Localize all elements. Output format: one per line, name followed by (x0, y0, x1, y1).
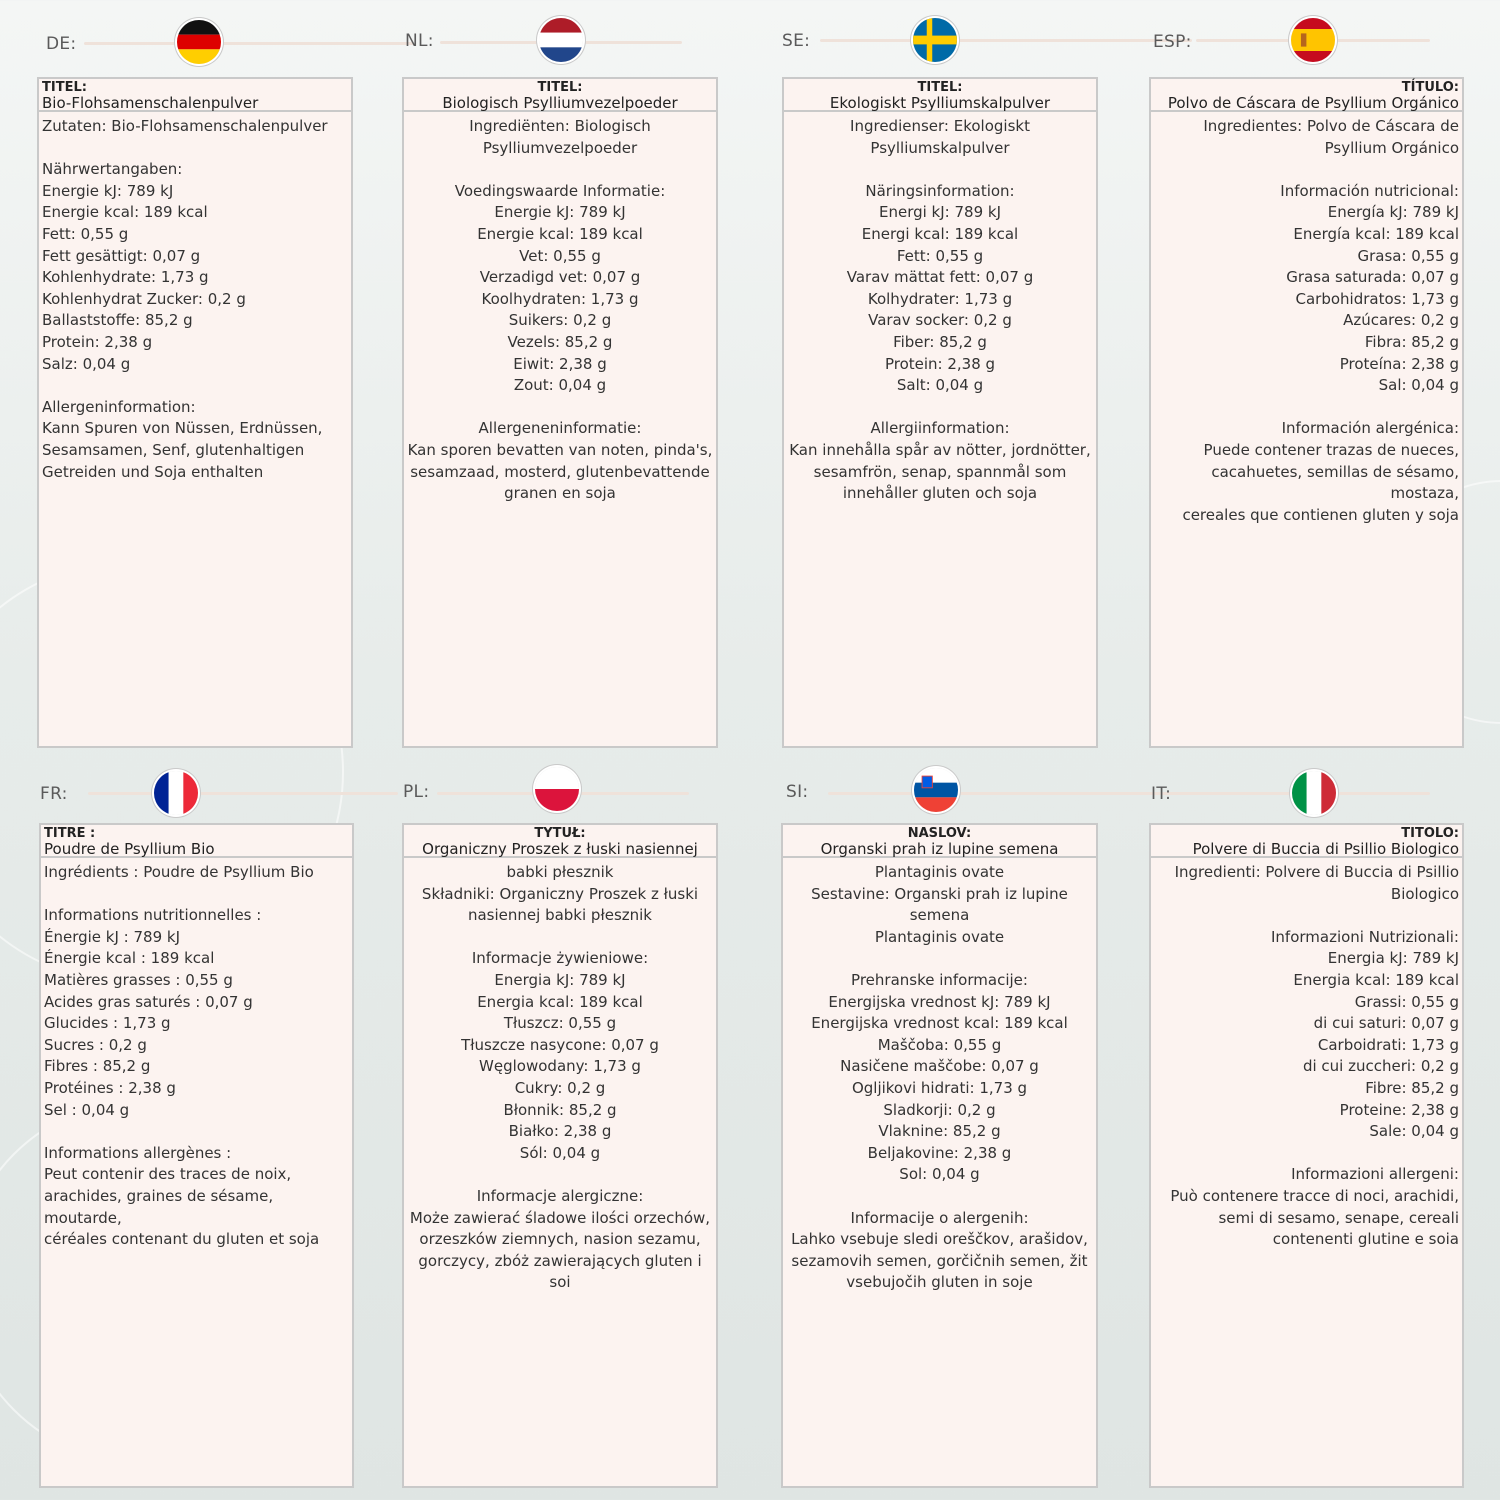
nutrition-line: Energia kcal: 189 kcal (1293, 970, 1459, 989)
nutrition-line: Ogljikovi hidrati: 1,73 g (851, 1078, 1028, 1097)
spacer (1154, 159, 1459, 181)
allergen-header: Informacje alergiczne: (476, 1186, 644, 1205)
label-panel-it (1149, 823, 1464, 1488)
nutrition-line: Salz: 0,04 g (42, 354, 131, 373)
ingredients-line: Zutaten: Bio-Flohsamenschalenpulver (42, 117, 328, 135)
allergen-header: Informacije o alergenih: (850, 1208, 1029, 1227)
product-title: Poudre de Psyllium Bio (44, 840, 215, 858)
nutrition-line: Kohlenhydrate: 1,73 g (42, 268, 209, 287)
ingredients-line: Ingredientes: Polvo de Cáscara de (1203, 117, 1459, 135)
language-code-nl: NL: (405, 31, 434, 51)
nutrition-line: Cukry: 0,2 g (514, 1078, 606, 1097)
title-label: NASLOV: (907, 826, 972, 841)
nutrition-header: Nährwertangaben: (42, 160, 183, 179)
title-label: TÍTULO: (1401, 80, 1459, 95)
ingredients-line: Ingredienser: Ekologiskt (850, 117, 1030, 135)
allergen-line: Può contenere tracce di noci, arachidi, (1170, 1186, 1459, 1205)
allergen-line: vsebujočih gluten in soje (846, 1273, 1033, 1292)
label-body (783, 860, 1096, 1296)
nutrition-line: Zout: 0,04 g (513, 376, 607, 395)
allergen-line: Puede contener trazas de nueces, (1203, 440, 1459, 459)
allergen-line: Peut contenir des traces de noix, (44, 1165, 292, 1184)
nutrition-line: Fett gesättigt: 0,07 g (42, 246, 201, 265)
nutrition-line: Energi kJ: 789 kJ (878, 203, 1001, 222)
ingredients-line: Ingrediënten: Biologisch (469, 117, 651, 135)
nutrition-line: Nasičene maščobe: 0,07 g (840, 1057, 1039, 1076)
nutrition-line: Energijska vrednost kcal: 189 kcal (811, 1014, 1068, 1033)
allergen-header: Informations allergènes : (44, 1143, 232, 1162)
nutrition-line: Maščoba: 0,55 g (877, 1035, 1002, 1054)
nutrition-header: Información nutricional: (1280, 181, 1459, 200)
nutrition-line: Carboidrati: 1,73 g (1317, 1035, 1459, 1054)
nutrition-line: Grassi: 0,55 g (1354, 992, 1459, 1011)
label-body (1151, 114, 1462, 528)
nutrition-line: Verzadigd vet: 0,07 g (479, 268, 641, 287)
nutrition-line: Matières grasses : 0,55 g (44, 970, 233, 989)
nutrition-header: Informations nutritionnelles : (44, 906, 262, 925)
ingredients-line: Plantaginis ovate (874, 927, 1005, 946)
title-row (783, 825, 1096, 858)
title-label: TITRE : (44, 826, 96, 841)
header-divider-line (828, 792, 1193, 795)
allergen-header: Información alergénica: (1281, 419, 1459, 438)
nutrition-line: Vezels: 85,2 g (507, 332, 613, 351)
title-row (404, 79, 716, 112)
nutrition-line: Suikers: 0,2 g (508, 311, 612, 330)
ingredients-line: Plantaginis ovate (874, 863, 1005, 881)
ingredients-line: Ingrédients : Poudre de Psyllium Bio (44, 863, 314, 881)
nutrition-line: Energía kJ: 789 kJ (1327, 203, 1459, 222)
spacer (42, 375, 348, 397)
allergen-header: Allergiinformation: (870, 419, 1010, 438)
allergen-line: Może zawierać śladowe ilości orzechów, (409, 1208, 711, 1227)
ingredients-line: Ingredienti: Polvere di Buccia di Psillio (1174, 863, 1459, 881)
nutrition-line: Białko: 2,38 g (508, 1122, 612, 1141)
nutrition-line: Sale: 0,04 g (1369, 1122, 1459, 1141)
spacer (1154, 397, 1459, 419)
allergen-line: Lahko vsebuje sledi oreščkov, arašidov, (791, 1230, 1088, 1249)
allergen-line: Kan sporen bevatten van noten, pinda's, (407, 440, 713, 459)
nutrition-header: Informacje żywieniowe: (471, 949, 649, 968)
allergen-line: arachides, graines de sésame, moutarde, (44, 1186, 274, 1227)
poland-flag-icon (535, 767, 579, 811)
nutrition-line: Beljakovine: 2,38 g (867, 1143, 1012, 1162)
header-divider-line (84, 42, 414, 45)
label-body (404, 114, 716, 507)
spacer (786, 1186, 1093, 1208)
allergen-line: Kann Spuren von Nüssen, Erdnüssen, (42, 419, 323, 438)
allergen-line: gorczycy, zbóż zawierających gluten i soi (418, 1251, 702, 1292)
france-flag-icon (154, 771, 198, 815)
label-panel-es (1149, 77, 1464, 748)
nutrition-line: Énergie kJ : 789 kJ (44, 927, 181, 946)
product-title: Bio-Flohsamenschalenpulver (42, 94, 259, 112)
allergen-header: Allergeneninformatie: (478, 419, 642, 438)
nutrition-line: Énergie kcal : 189 kcal (44, 949, 215, 968)
nutrition-line: Energie kcal: 189 kcal (42, 203, 208, 222)
label-panel-de (37, 77, 353, 748)
nutrition-line: Proteine: 2,38 g (1339, 1100, 1459, 1119)
title-label: TITEL: (42, 80, 87, 95)
spacer (42, 138, 348, 160)
product-title: Organiczny Proszek z łuski nasiennej (422, 840, 698, 858)
language-code-se: SE: (782, 31, 811, 51)
nutrition-line: Fett: 0,55 g (42, 224, 129, 243)
ingredients-line: babki płesznik (506, 863, 614, 881)
label-body (404, 860, 716, 1296)
allergen-line: sezamovih semen, gorčičnih semen, žit (791, 1251, 1088, 1270)
nutrition-line: Koolhydraten: 1,73 g (481, 289, 639, 308)
nutrition-line: Energijska vrednost kJ: 789 kJ (828, 992, 1051, 1011)
spacer (44, 1121, 349, 1143)
allergen-header: Allergeninformation: (42, 397, 196, 416)
allergen-line: semi di sesamo, senape, cereali (1218, 1208, 1459, 1227)
label-panel-si (781, 823, 1098, 1488)
nutrition-line: di cui zuccheri: 0,2 g (1302, 1057, 1459, 1076)
spacer (44, 884, 349, 906)
ingredients-line: Biologico (1390, 884, 1459, 903)
nutrition-line: Tłuszcze nasycone: 0,07 g (461, 1035, 659, 1054)
nutrition-line: Kohlenhydrat Zucker: 0,2 g (42, 289, 246, 308)
title-row (404, 825, 716, 858)
spacer (407, 159, 713, 181)
language-code-fr: FR: (40, 784, 68, 804)
product-title: Ekologiskt Psylliumskalpulver (829, 94, 1051, 112)
label-body (784, 114, 1096, 507)
nutrition-line: Węglowodany: 1,73 g (479, 1057, 641, 1076)
title-row (41, 825, 352, 858)
ingredients-line: Psylliumvezelpoeder (482, 138, 638, 157)
nutrition-line: Fibres : 85,2 g (44, 1057, 151, 1076)
nutrition-line: Protéines : 2,38 g (44, 1078, 176, 1097)
product-title: Biologisch Psylliumvezelpoeder (442, 94, 678, 112)
ingredients-line: Psylliumskalpulver (870, 138, 1010, 157)
allergen-line: Sesamsamen, Senf, glutenhaltigen (42, 440, 305, 459)
ingredients-line: Składniki: Organiczny Proszek z łuski (421, 884, 699, 903)
nutrition-line: Protein: 2,38 g (884, 354, 996, 373)
nutrition-line: Vet: 0,55 g (519, 246, 601, 265)
sweden-flag-icon (913, 18, 957, 62)
nutrition-header: Prehranske informacije: (851, 970, 1028, 989)
header-divider-line (820, 39, 1192, 42)
nutrition-line: Energía kcal: 189 kcal (1293, 224, 1459, 243)
language-code-it: IT: (1151, 784, 1172, 804)
ingredients-line: Psyllium Orgánico (1324, 138, 1459, 157)
nutrition-header: Näringsinformation: (865, 181, 1015, 200)
nutrition-line: Energia kJ: 789 kJ (494, 970, 626, 989)
language-code-de: DE: (46, 34, 77, 54)
product-title: Polvere di Buccia di Psillio Biologico (1192, 840, 1459, 858)
spacer (787, 397, 1093, 419)
label-panel-pl (402, 823, 718, 1488)
label-body (39, 114, 351, 485)
ingredients-line: nasiennej babki płesznik (467, 906, 652, 925)
nutrition-line: Sal: 0,04 g (1378, 376, 1459, 395)
allergen-line: sesamfrön, senap, spannmål som (813, 462, 1067, 481)
nutrition-line: Vlaknine: 85,2 g (878, 1122, 1001, 1141)
product-title: Organski prah iz lupine semena (820, 840, 1059, 858)
label-panel-nl (402, 77, 718, 748)
spacer (787, 159, 1093, 181)
nutrition-line: Fibre: 85,2 g (1365, 1078, 1459, 1097)
nutrition-line: Sel : 0,04 g (44, 1100, 130, 1119)
nutrition-line: Proteína: 2,38 g (1339, 354, 1459, 373)
spacer (786, 948, 1093, 970)
title-row (784, 79, 1096, 112)
nutrition-line: Acides gras saturés : 0,07 g (44, 992, 253, 1011)
spacer (407, 1164, 713, 1186)
nutrition-line: Fett: 0,55 g (896, 246, 984, 265)
language-code-pl: PL: (403, 782, 430, 802)
label-body (41, 860, 352, 1253)
germany-flag-icon (177, 20, 221, 64)
nutrition-line: Grasa: 0,55 g (1357, 246, 1459, 265)
nutrition-line: Energie kcal: 189 kcal (477, 224, 643, 243)
spacer (407, 927, 713, 949)
allergen-line: granen en soja (504, 484, 616, 503)
product-title: Polvo de Cáscara de Psyllium Orgánico (1167, 94, 1459, 112)
nutrition-line: Energi kcal: 189 kcal (861, 224, 1019, 243)
nutrition-line: di cui saturi: 0,07 g (1313, 1014, 1459, 1033)
spacer (1154, 1143, 1459, 1165)
nutrition-line: Sol: 0,04 g (899, 1165, 980, 1184)
nutrition-line: Błonnik: 85,2 g (503, 1100, 617, 1119)
nutrition-line: Carbohidratos: 1,73 g (1295, 289, 1459, 308)
title-row (1151, 825, 1462, 858)
nutrition-line: Sladkorji: 0,2 g (883, 1100, 996, 1119)
allergen-header: Informazioni allergeni: (1291, 1165, 1459, 1184)
title-label: TITOLO: (1401, 826, 1459, 841)
allergen-line: céréales contenant du gluten et soja (44, 1230, 320, 1249)
nutrition-line: Glucides : 1,73 g (44, 1014, 171, 1033)
language-code-si: SI: (786, 782, 809, 802)
nutrition-line: Azúcares: 0,2 g (1343, 311, 1459, 330)
nutrition-line: Salt: 0,04 g (896, 376, 984, 395)
title-row (1151, 79, 1462, 112)
allergen-line: Getreiden und Soja enthalten (42, 462, 264, 481)
nutrition-line: Eiwit: 2,38 g (513, 354, 607, 373)
italy-flag-icon (1292, 771, 1336, 815)
allergen-line: contenenti glutine e soia (1272, 1230, 1459, 1249)
allergen-line: orzeszków ziemnych, nasion sezamu, (419, 1230, 701, 1249)
nutrition-line: Ballaststoffe: 85,2 g (42, 311, 193, 330)
title-row (39, 79, 351, 112)
netherlands-flag-icon (539, 18, 583, 62)
ingredients-line: Sestavine: Organski prah iz lupine semena (811, 884, 1068, 925)
nutrition-line: Sucres : 0,2 g (44, 1035, 147, 1054)
nutrition-header: Informazioni Nutrizionali: (1270, 927, 1459, 946)
nutrition-line: Energia kcal: 189 kcal (477, 992, 643, 1011)
label-panel-fr (39, 823, 354, 1488)
nutrition-line: Fibra: 85,2 g (1364, 332, 1459, 351)
nutrition-line: Grasa saturada: 0,07 g (1286, 268, 1459, 287)
spacer (407, 397, 713, 419)
language-code-esp: ESP: (1153, 32, 1192, 52)
spain-flag-icon (1291, 18, 1335, 62)
nutrition-line: Kolhydrater: 1,73 g (867, 289, 1013, 308)
nutrition-line: Protein: 2,38 g (42, 332, 153, 351)
allergen-line: Kan innehålla spår av nötter, jordnötter, (789, 440, 1091, 459)
spacer (1154, 905, 1459, 927)
title-label: TITEL: (917, 80, 963, 95)
header-divider-line (88, 792, 398, 795)
title-label: TITEL: (537, 80, 583, 95)
allergen-line: cereales que contienen gluten y soja (1182, 505, 1459, 524)
slovenia-flag-icon (914, 768, 958, 812)
title-label: TYTUŁ: (534, 826, 586, 841)
nutrition-line: Energia kJ: 789 kJ (1327, 949, 1459, 968)
nutrition-line: Energie kJ: 789 kJ (42, 181, 174, 200)
nutrition-line: Fiber: 85,2 g (893, 332, 987, 351)
nutrition-header: Voedingswaarde Informatie: (454, 181, 666, 200)
nutrition-line: Varav mättat fett: 0,07 g (846, 268, 1034, 287)
allergen-line: innehåller gluten och soja (842, 484, 1038, 503)
label-body (1151, 860, 1462, 1253)
nutrition-line: Energie kJ: 789 kJ (494, 203, 626, 222)
nutrition-line: Sól: 0,04 g (519, 1143, 601, 1162)
label-panel-se (782, 77, 1098, 748)
allergen-line: sesamzaad, mosterd, glutenbevattende (410, 462, 710, 481)
nutrition-line: Tłuszcz: 0,55 g (503, 1014, 617, 1033)
allergen-line: cacahuetes, semillas de sésamo, mostaza, (1211, 462, 1459, 503)
nutrition-line: Varav socker: 0,2 g (868, 311, 1012, 330)
